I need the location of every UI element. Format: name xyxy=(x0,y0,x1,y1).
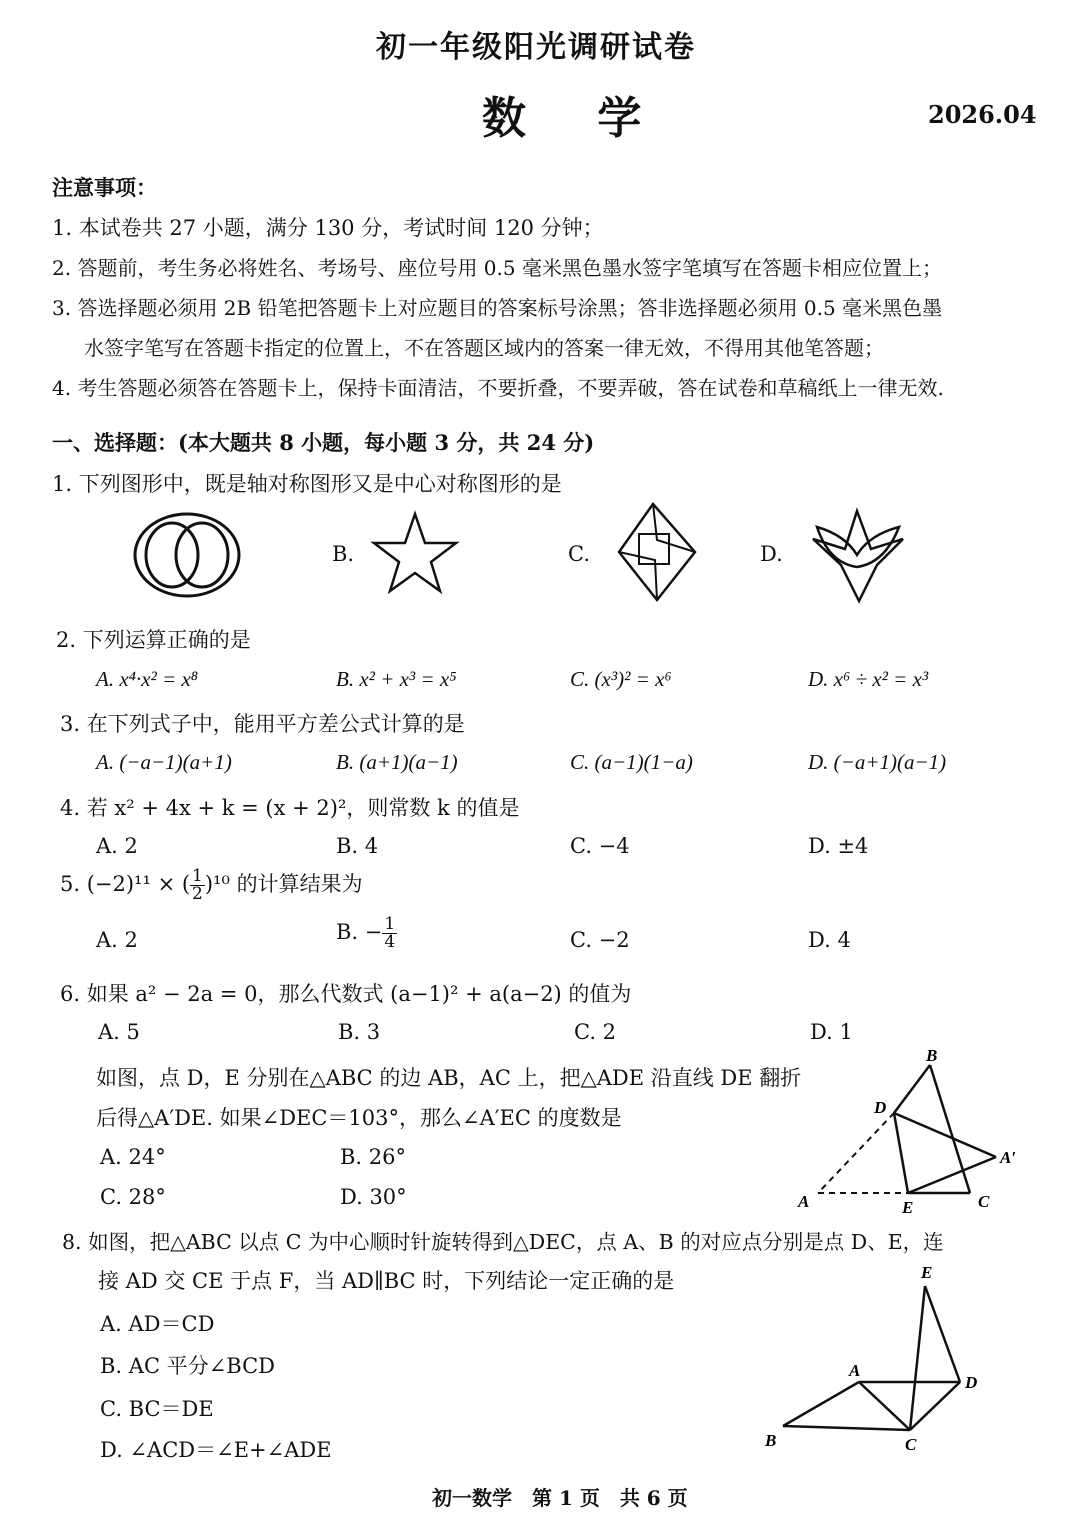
note-item: 3. 答选择题必须用 2B 铅笔把答题卡上对应题目的答案标号涂黑；答非选择题必须用 0.5 毫米黑色墨 xyxy=(52,296,943,320)
q7-option-c: C. 28° xyxy=(100,1185,166,1209)
q8-edge-ac xyxy=(859,1382,910,1430)
q8-option-b: B. AC 平分∠BCD xyxy=(100,1354,276,1378)
q1-option-b-star-figure xyxy=(370,510,460,595)
q7-label-c: C xyxy=(978,1192,990,1211)
exam-date: 2026.04 xyxy=(928,100,1037,129)
q1-option-c-label: C. xyxy=(568,542,590,566)
q8-rotation-diagram xyxy=(755,1258,995,1458)
q5-option-b-label: B. − xyxy=(336,920,383,944)
q7-label-b: B xyxy=(926,1046,938,1065)
q1-option-d-label: D. xyxy=(760,542,783,566)
page-footer: 初一数学 第 1 页 共 6 页 xyxy=(432,1486,688,1510)
note-item: 1. 本试卷共 27 小题，满分 130 分，考试时间 120 分钟； xyxy=(52,216,604,240)
question-1-stem: 1. 下列图形中，既是轴对称图形又是中心对称图形的是 xyxy=(52,472,562,496)
q7-label-e: E xyxy=(902,1198,914,1217)
q8-edge-ec xyxy=(910,1286,925,1430)
question-8-line2: 接 AD 交 CE 于点 F，当 AD∥BC 时，下列结论一定正确的是 xyxy=(98,1269,675,1293)
notes-heading: 注意事项： xyxy=(52,175,157,200)
note-item: 2. 答题前，考生务必将姓名、考场号、座位号用 0.5 毫米黑色墨水签字笔填写在答题卡相应位置上； xyxy=(52,256,942,280)
q7-triangle-diagram xyxy=(790,1045,1030,1220)
q7-label-d: D xyxy=(874,1098,887,1117)
q5-fraction-numerator: 1 xyxy=(192,866,203,886)
q8-label-d: D xyxy=(965,1373,978,1392)
q8-option-d: D. ∠ACD＝∠E+∠ADE xyxy=(100,1438,332,1462)
q1-option-d-flower-star-figure xyxy=(805,505,910,605)
q6-option-a: A. 5 xyxy=(98,1020,140,1044)
q8-label-e: E xyxy=(921,1263,933,1282)
q2-option-b: B. x² + x³ = x⁵ xyxy=(336,667,457,691)
q8-option-a: A. AD＝CD xyxy=(100,1312,215,1336)
q4-option-c: C. −4 xyxy=(570,834,630,858)
q8-label-a: A xyxy=(849,1361,861,1380)
q3-option-b: B. (a+1)(a−1) xyxy=(336,750,458,774)
q8-edge-ba xyxy=(783,1382,859,1426)
q6-option-c: C. 2 xyxy=(574,1020,617,1044)
question-2-stem: 2. 下列运算正确的是 xyxy=(56,628,251,652)
q2-option-c: C. (x³)² = x⁶ xyxy=(570,667,672,691)
q5-fraction-denominator: 2 xyxy=(192,884,203,904)
q6-option-d: D. 1 xyxy=(810,1020,853,1044)
question-3-stem: 3. 在下列式子中，能用平方差公式计算的是 xyxy=(60,712,465,736)
q7-edge-bc xyxy=(930,1065,970,1193)
q8-edge-ed xyxy=(925,1286,960,1382)
question-4-stem: 4. 若 x² + 4x + k = (x + 2)²，则常数 k 的值是 xyxy=(60,796,520,820)
question-6-stem: 6. 如果 a² − 2a = 0，那么代数式 (a−1)² + a(a−2) 的值为 xyxy=(60,982,632,1006)
q8-label-c: C xyxy=(905,1435,917,1454)
q5-stem-post: )¹⁰ 的计算结果为 xyxy=(204,872,363,896)
question-7-line2: 后得△A′DE. 如果∠DEC＝103°，那么∠A′EC 的度数是 xyxy=(96,1106,622,1130)
q3-option-d: D. (−a+1)(a−1) xyxy=(808,750,947,774)
question-7-line1: 如图，点 D，E 分别在△ABC 的边 AB，AC 上，把△ADE 沿直线 DE 翻折 xyxy=(96,1066,802,1090)
q7-label-a-prime: A′ xyxy=(1000,1148,1017,1167)
note-item: 水签字笔写在答题卡指定的位置上，不在答题区域内的答案一律无效，不得用其他笔答题； xyxy=(84,336,884,360)
q7-edge-ea1 xyxy=(908,1157,996,1193)
q8-edge-dc xyxy=(910,1382,960,1430)
q4-option-d: D. ±4 xyxy=(808,834,869,858)
q5-option-d: D. 4 xyxy=(808,928,851,952)
q5-option-c: C. −2 xyxy=(570,928,630,952)
q7-option-d: D. 30° xyxy=(340,1185,407,1209)
q1-option-c-kite-figure xyxy=(615,500,700,605)
q5-option-b xyxy=(336,916,397,951)
q2-option-a: A. x⁴·x² = x⁸ xyxy=(96,667,199,691)
q1-option-a-rings-figure xyxy=(130,510,245,600)
q5-option-a: A. 2 xyxy=(96,928,138,952)
q8-option-c: C. BC＝DE xyxy=(100,1397,214,1421)
section-heading: 一、选择题：(本大题共 8 小题，每小题 3 分，共 24 分) xyxy=(52,430,595,455)
q5-fraction xyxy=(190,868,205,903)
q7-edge-da-dashed xyxy=(818,1113,894,1193)
q3-option-c: C. (a−1)(1−a) xyxy=(570,750,693,774)
q4-option-a: A. 2 xyxy=(96,834,138,858)
q5-option-b-denominator: 4 xyxy=(384,932,396,952)
subject-title: 数 学 xyxy=(482,93,670,144)
q3-option-a: A. (−a−1)(a+1) xyxy=(96,750,232,774)
q7-label-a: A xyxy=(798,1192,810,1211)
q7-option-b: B. 26° xyxy=(340,1145,407,1169)
q7-edge-de xyxy=(894,1113,908,1193)
q7-edge-bd xyxy=(894,1065,930,1113)
q5-stem-pre: 5. (−2)¹¹ × ( xyxy=(60,872,191,896)
q7-edge-da1 xyxy=(894,1113,996,1157)
q7-option-a: A. 24° xyxy=(100,1145,166,1169)
question-8-line1: 8. 如图，把△ABC 以点 C 为中心顺时针旋转得到△DEC，点 A、B 的对应点分别是点 D、E，连 xyxy=(62,1230,944,1254)
q1-option-b-label: B. xyxy=(332,542,355,566)
note-item: 4. 考生答题必须答在答题卡上，保持卡面清洁，不要折叠，不要弄破，答在试卷和草稿纸上一律无效. xyxy=(52,376,944,400)
exam-title: 初一年级阳光调研试卷 xyxy=(376,30,696,65)
q8-label-b: B xyxy=(765,1431,777,1450)
q5-option-b-fraction xyxy=(382,916,397,951)
q2-option-d: D. x⁶ ÷ x² = x³ xyxy=(808,667,929,691)
q6-option-b: B. 3 xyxy=(338,1020,381,1044)
question-5-stem xyxy=(60,868,363,903)
q5-option-b-numerator: 1 xyxy=(384,914,396,934)
q8-edge-bc xyxy=(783,1426,910,1430)
q4-option-b: B. 4 xyxy=(336,834,379,858)
